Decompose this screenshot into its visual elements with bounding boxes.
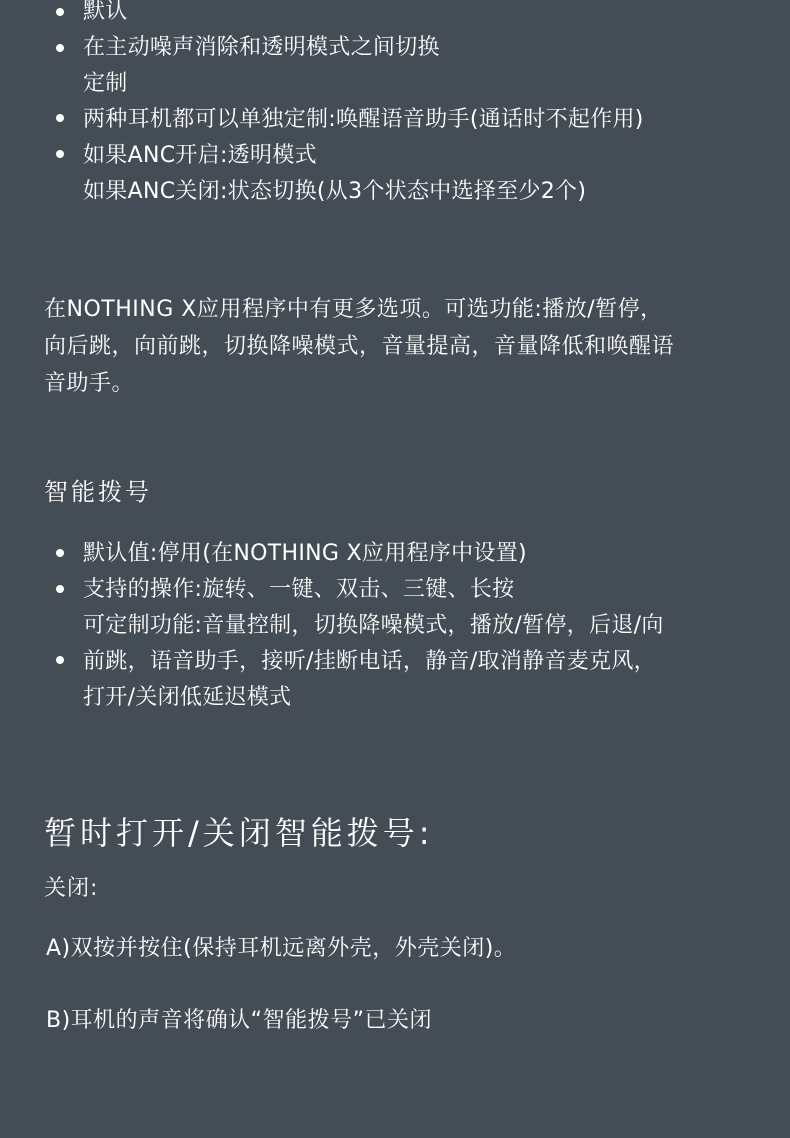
list-item: 在主动噪声消除和透明模式之间切换	[83, 35, 440, 60]
list-item: 两种耳机都可以单独定制:唤醒语音助手(通话时不起作用)	[83, 107, 644, 132]
list-item-continuation: 打开/关闭低延迟模式	[83, 685, 292, 710]
step-b: B)耳机的声音将确认“智能拨号”已关闭	[46, 1008, 432, 1033]
list-item-continuation: 定制	[83, 71, 128, 96]
paragraph-line: 向后跳，向前跳，切换降噪模式，音量提高，音量降低和唤醒语	[44, 334, 675, 359]
paragraph-line: 音助手。	[44, 371, 135, 396]
toggle-title: 暂时打开/关闭智能拨号:	[44, 814, 434, 852]
bullet-dot	[56, 114, 64, 122]
bullet-dot	[56, 150, 64, 158]
smart-dial-title: 智能拨号	[44, 478, 152, 506]
list-item: 如果ANC开启:透明模式	[83, 143, 317, 168]
list-item: 默认	[83, 0, 128, 24]
list-item-continuation: 如果ANC关闭:状态切换(从3个状态中选择至少2个)	[83, 179, 587, 204]
list-item: 可定制功能:音量控制，切换降噪模式，播放/暂停，后退/向	[83, 613, 664, 638]
list-item: 默认值:停用(在NOTHING X应用程序中设置)	[83, 541, 527, 566]
bullet-dot	[56, 585, 64, 593]
step-a: A)双按并按住(保持耳机远离外壳，外壳关闭)。	[46, 936, 517, 961]
list-item-continuation: 前跳，语音助手，接听/挂断电话，静音/取消静音麦克风，	[83, 649, 656, 674]
bullet-dot	[56, 549, 64, 557]
bullet-dot	[56, 8, 64, 16]
paragraph-line: 在NOTHING X应用程序中有更多选项。可选功能:播放/暂停，	[44, 297, 663, 322]
toggle-subtitle: 关闭:	[44, 876, 99, 901]
list-item: 支持的操作:旋转、一键、双击、三键、长按	[83, 577, 515, 602]
bullet-dot	[56, 656, 64, 664]
bullet-dot	[56, 44, 64, 52]
